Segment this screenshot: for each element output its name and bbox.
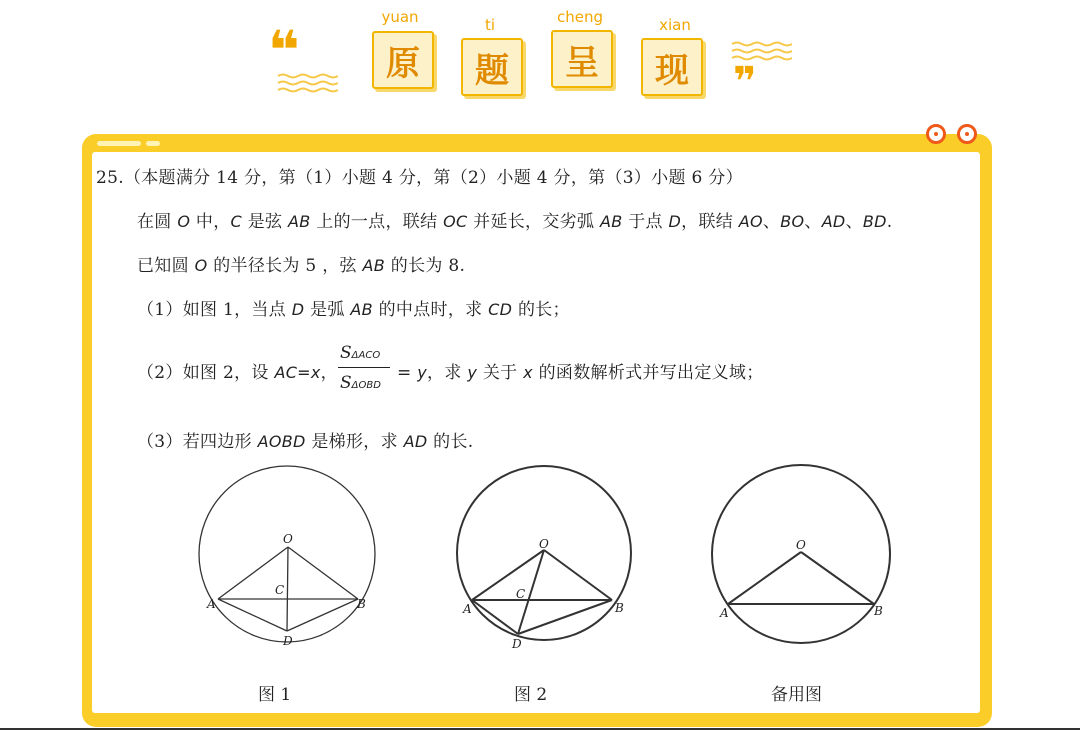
var-ad: AD [403, 432, 428, 451]
figure-2-caption: 图 2 [514, 685, 548, 705]
part-text: （3）若四边形 [137, 432, 258, 452]
var-ab: AB [288, 212, 311, 231]
question-header [96, 163, 743, 188]
var-oc: OC [443, 212, 468, 231]
header-banner [0, 0, 1080, 120]
var-y: y [467, 363, 478, 382]
stem-text: 上的一点，联结 [310, 212, 444, 232]
part-2-lead [137, 358, 338, 383]
segment-bo [288, 547, 358, 599]
stem-text: 的半径长为 5 ，弦 [207, 256, 363, 276]
var-c: C [230, 212, 243, 231]
var-y: y [417, 363, 428, 382]
fraction-bar [338, 367, 390, 368]
figure-2-diagram [452, 462, 642, 652]
var-aobd: AOBD [257, 432, 306, 451]
fraction-denominator: SΔOBD [340, 373, 381, 393]
close-quote-icon: ❞ [733, 59, 757, 105]
title-char-ti: 题 [461, 38, 523, 96]
area-ratio-fraction [338, 343, 392, 401]
segment-od [287, 547, 288, 631]
label-b: B [615, 601, 624, 615]
part-text: ， [320, 363, 338, 383]
var-ac-x: AC=x [274, 363, 321, 382]
segment-ao [472, 550, 544, 600]
part-2-tail [397, 358, 764, 383]
var-d: D [668, 212, 682, 231]
stem-text: 的长为 8. [385, 256, 466, 276]
fraction-numerator: SΔACO [340, 343, 381, 363]
var-o: O [194, 256, 208, 275]
part-text: 的长. [427, 432, 474, 452]
var-ab: AB [599, 212, 623, 231]
segment-bo [801, 552, 874, 604]
eye-dot-icon [957, 124, 977, 144]
var-cd: CD [488, 300, 513, 319]
label-o: O [796, 538, 806, 552]
score-info: （本题满分 14 分，第（1）小题 4 分，第（2）小题 4 分，第（3）小题 6 分） [123, 168, 743, 188]
part-text: ，求 [427, 363, 468, 383]
spare-figure-diagram [708, 462, 898, 652]
circle-o [712, 465, 890, 643]
label-a: A [207, 597, 216, 611]
pinyin-cheng: cheng [556, 8, 603, 26]
label-d: D [512, 637, 522, 651]
part-text: 的函数解析式并写出定义域； [532, 363, 764, 383]
part-text: 是梯形，求 [305, 432, 404, 452]
figure-1-diagram [195, 462, 385, 652]
question-stem-2 [137, 251, 465, 276]
var-o: O [177, 212, 191, 231]
label-b: B [357, 597, 366, 611]
segment-bd [287, 599, 358, 631]
segment-ad [218, 599, 287, 631]
var-ab: AB [350, 300, 373, 319]
label-a: A [463, 602, 472, 616]
stem-text: 已知圆 [137, 256, 195, 276]
pinyin-yuan: yuan [381, 8, 419, 26]
open-quote-icon: ❝ [268, 19, 300, 82]
label-b: B [874, 604, 883, 618]
var-x: x [523, 363, 533, 382]
label-c: C [275, 583, 285, 597]
segment-ad [472, 600, 518, 634]
title-char-xian: 现 [641, 38, 703, 96]
stem-text: . [886, 212, 893, 232]
pinyin-xian: xian [659, 16, 691, 34]
stem-text: 、 [845, 212, 863, 232]
stem-text: 、 [804, 212, 822, 232]
wave-lines-icon [276, 72, 338, 94]
stem-text: 是弦 [242, 212, 289, 232]
label-o: O [539, 537, 549, 551]
stem-text: 中， [190, 212, 231, 232]
part-text: 的长； [512, 300, 570, 320]
segment-bo [544, 550, 612, 600]
stem-text: ，联结 [681, 212, 739, 232]
part-text: 的中点时，求 [372, 300, 489, 320]
segment-ao [728, 552, 801, 604]
var-ab: AB [362, 256, 386, 275]
stem-text: 在圆 [137, 212, 178, 232]
segment-bd [518, 600, 612, 634]
title-char-yuan: 原 [372, 31, 434, 89]
stem-text: 并延长，交劣弧 [467, 212, 600, 232]
part-text: 是弧 [304, 300, 351, 320]
frame-highlight [146, 141, 160, 146]
frame-highlight [97, 141, 141, 146]
pinyin-ti: ti [484, 16, 496, 34]
title-char-cheng: 呈 [551, 30, 613, 88]
part-text: （2）如图 2，设 [137, 363, 275, 383]
part-text: （1）如图 1，当点 [137, 300, 292, 320]
part-text: 关于 [477, 363, 524, 383]
question-stem-1 [137, 207, 893, 232]
var-ad: AD [821, 212, 846, 231]
label-c: C [516, 587, 526, 601]
label-a: A [720, 606, 729, 620]
spare-figure-caption: 备用图 [771, 685, 822, 705]
stem-text: 于点 [622, 212, 669, 232]
label-d: D [283, 634, 293, 648]
label-o: O [283, 532, 293, 546]
figure-1-caption: 图 1 [258, 685, 292, 705]
var-d: D [291, 300, 305, 319]
var-bo: BO [780, 212, 805, 231]
part-3 [137, 427, 473, 452]
question-number: 25. [96, 168, 124, 188]
stem-text: 、 [762, 212, 781, 232]
var-bd: BD [862, 212, 887, 231]
part-1 [137, 295, 570, 320]
part-text: = [397, 363, 418, 383]
eye-dot-icon [926, 124, 946, 144]
bottom-divider [0, 728, 1080, 730]
var-ao: AO [738, 212, 763, 231]
